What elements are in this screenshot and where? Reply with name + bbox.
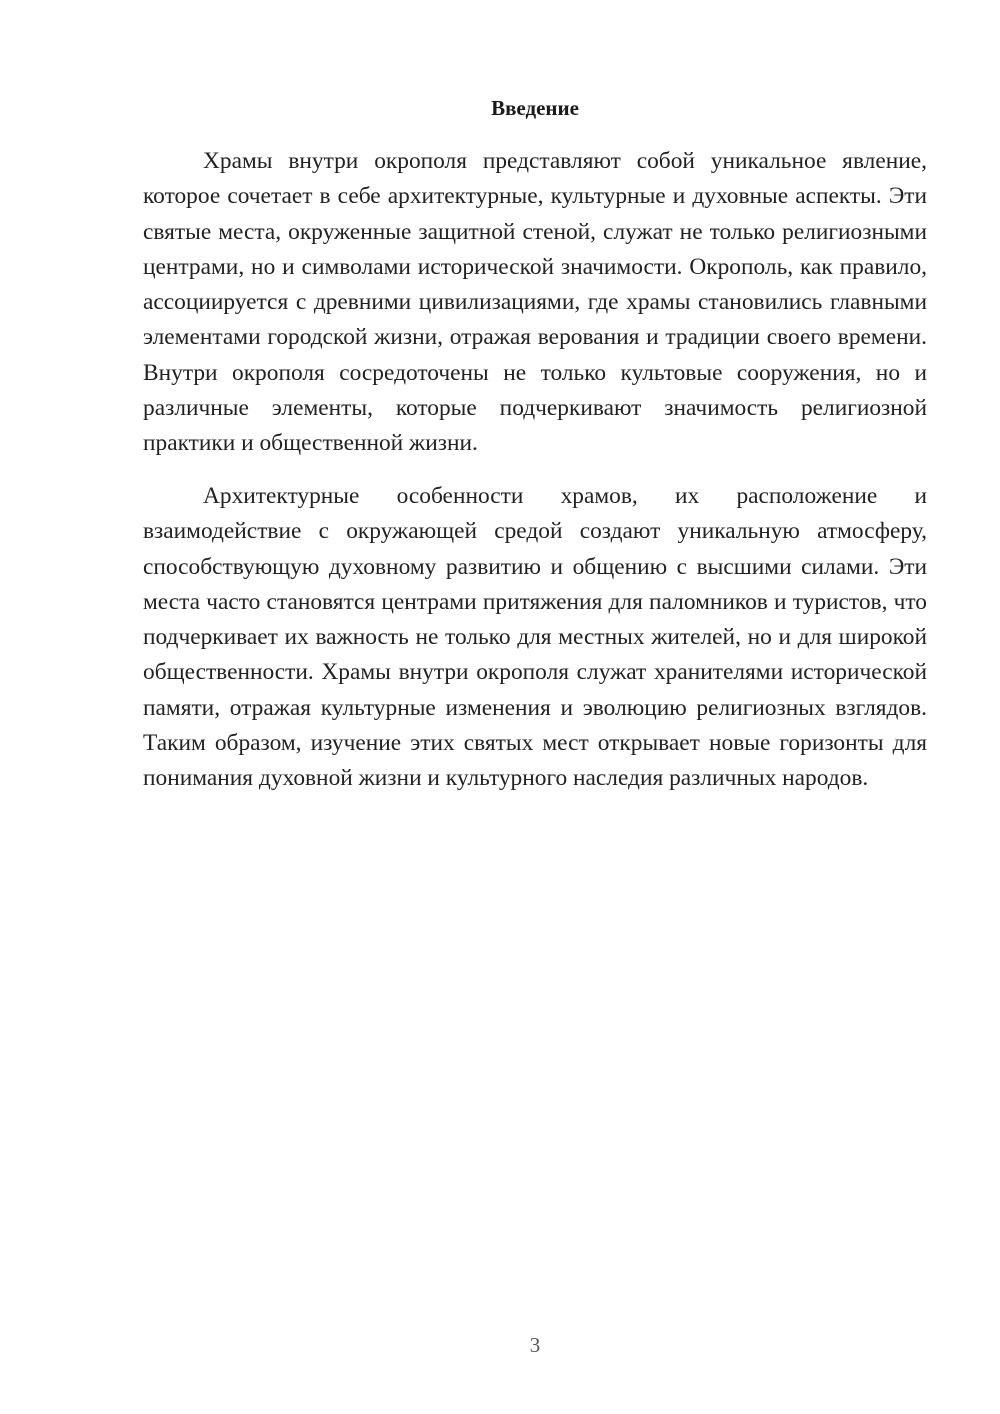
paragraph-2: Архитектурные особенности храмов, их расположение и взаимодействие с окружающей средой создают уникальную атмосферу, способствующую духовному развитию и общению с высшими силами. Эти места часто становятся центрами притяжения для паломников и туристов, что подчеркивает их важность не только для местных жителей, но и для широкой общественности. Храмы внутри окрополя служат хранителями исторической памяти, отражая культурные изменения и эволюцию религиозных взглядов. Таким образом, изучение этих святых мест открывает новые горизонты для понимания духовной жизни и культурного наследия различных народов.: [143, 483, 927, 792]
section-heading: Введение: [491, 96, 579, 120]
paragraph-1: Храмы внутри окрополя представляют собой уникальное явление, которое сочетает в себе архитектурные, культурные и духовные аспекты. Эти святые места, окруженные защитной стеной, служат не только религиозными центрами, но и символами исторической значимости. Окрополь, как правило, ассоциируется с древними цивилизациями, где храмы становились главными элементами городской жизни, отражая верования и традиции своего времени. Внутри окрополя сосредоточены не только культовые сооружения, но и различные элементы, которые подчеркивают значимость религиозной практики и общественной жизни.: [143, 148, 927, 457]
page-number: 3: [529, 1333, 541, 1357]
